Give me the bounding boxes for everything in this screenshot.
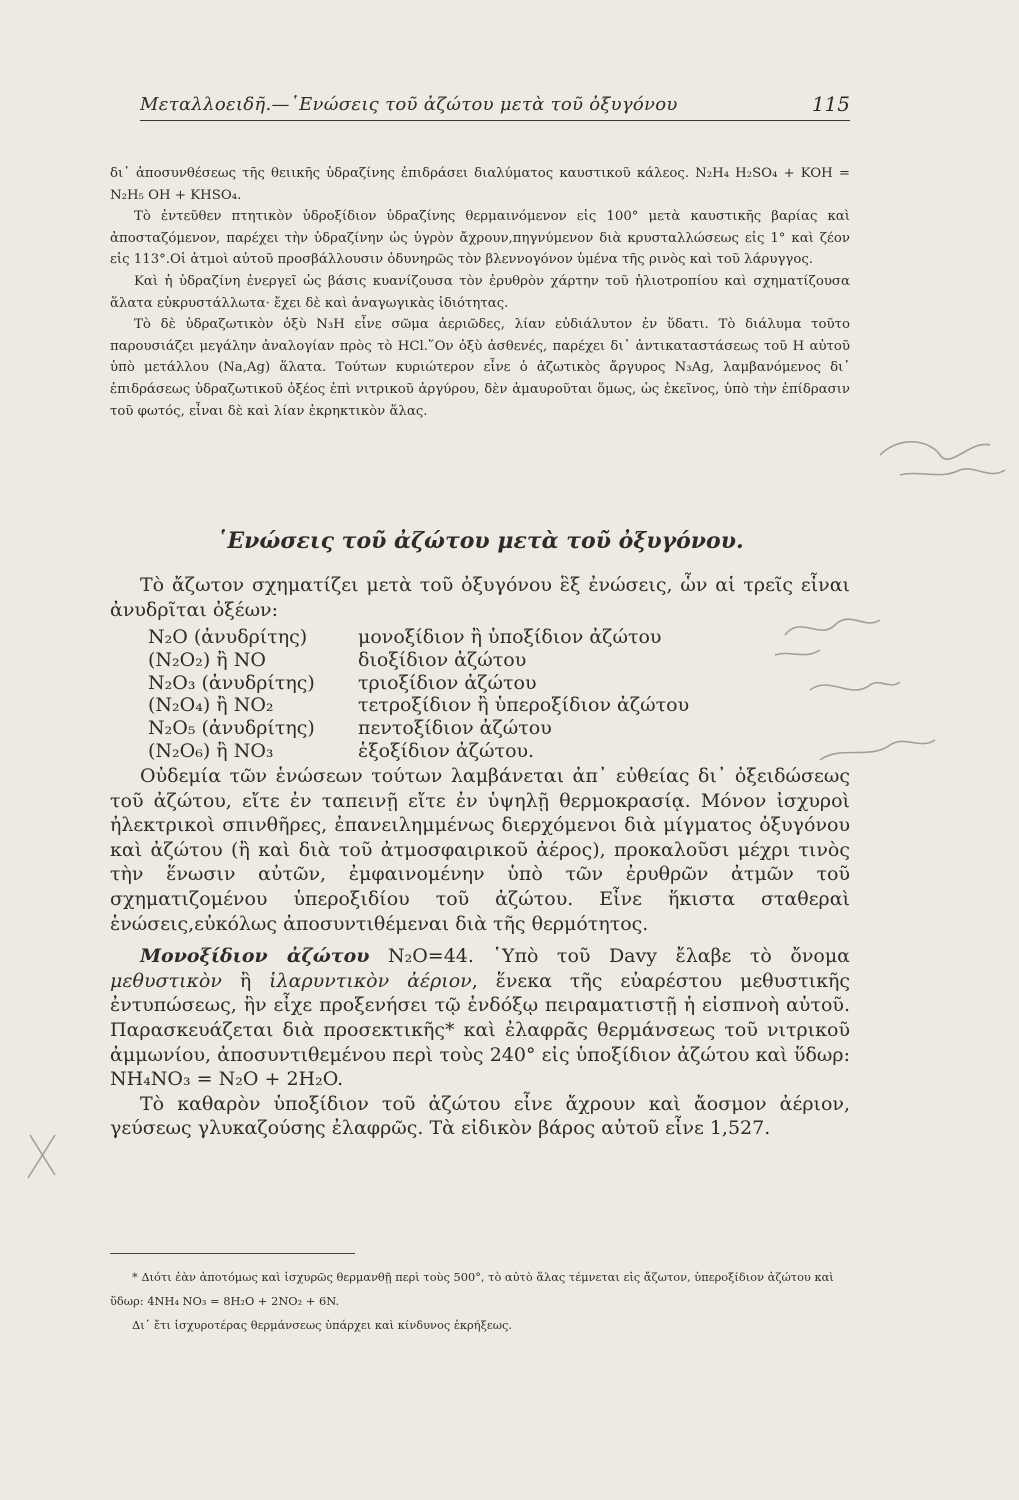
margin-scribble bbox=[880, 442, 990, 459]
text-run: ἢ bbox=[221, 969, 270, 992]
paragraph: Καὶ ἡ ὑδραζίνη ἐνεργεῖ ὡς βάσις κυανίζουσα τὸν ἐρυθρὸν χάρτην τοῦ ἡλιοτροπίου καὶ σχηματίζουσα ἅλατα εὐκρυστάλλωτα· ἔχει δὲ καὶ ἀναγωγικὰς ἰδιότητας. bbox=[110, 273, 850, 311]
page-number: 115 bbox=[811, 92, 850, 116]
paragraph: Τὸ καθαρὸν ὑποξίδιον τοῦ ἀζώτου εἶνε ἄχρουν καὶ ἄοσμον ἀέριον, γεύσεως γλυκαζούσης ἐλαφρῶς. Τὰ εἰδικὸν βάρος αὐτοῦ εἶνε 1,527. bbox=[110, 1092, 850, 1140]
footnote: * Διότι ἐὰν ἀποτόμως καὶ ἰσχυρῶς θερμανθῇ περὶ τοὺς 500°, τὸ αὐτὸ ἅλας τέμνεται εἰς ἄζωτον, ὑπεροξίδιον ἀζώτου καὶ ὕδωρ: 4NH₄ NO₃ = 8H₂O + 2NO₂ + 6N. bbox=[110, 1270, 834, 1308]
paragraph: Τὸ δὲ ὑδραζωτικὸν ὀξὺ N₃H εἶνε σῶμα ἀεριῶδες, λίαν εὐδιάλυτον ἐν ὕδατι. Τὸ διάλυμα τοῦτο παρουσιάζει μεγάλην ἀναλογίαν πρὸς τὸ HCl.῞Ον ὀξὺ ἀσθενές, παρέχει δι᾽ ἀντικαταστάσεως τοῦ H αὐτοῦ ὑπὸ μετάλλου (Na,Ag) ἅλατα. Τούτων κυριώτερον εἶνε ὁ ἀζωτικὸς ἄργυρος N₃Ag, λαμβανόμενος δι᾽ ἐπιδράσεως ὑδραζωτικοῦ ὀξέος ἐπὶ νιτρικοῦ ἀργύρου, δὲν ἀμαυροῦται ὅμως, ὡς ἐκεῖνος, ὑπὸ τὴν ἐπίδρασιν τοῦ φωτός, εἶναι δὲ καὶ λίαν ἐκρηκτικὸν ἅλας. bbox=[110, 317, 850, 419]
oxide-formula: N₂O₃ (ἀνυδρίτης) bbox=[148, 671, 315, 694]
subsection-title: Μονοξίδιον ἀζώτου bbox=[140, 945, 370, 968]
oxide-name: τετροξίδιον ἢ ὑπεροξίδιον ἀζώτου bbox=[358, 694, 690, 717]
paragraph: Τὸ ἐντεῦθεν πτητικὸν ὑδροξίδιον ὑδραζίνης θερμαινόμενον εἰς 100° μετὰ καυστικῆς βαρίας καὶ ἀποσταζόμενον, παρέχει τὴν ὑδραζίνην ὡς ὑγρὸν ἄχρουν,πηγνύμενον διὰ κρυσταλλώσεως εἰς 1° καὶ ζέον εἰς 113°.Οἱ ἀτμοὶ αὐτοῦ προσβάλλουσιν ὀδυνηρῶς τὸν βλεννογόνον ὑμένα τῆς ρινὸς καὶ τοῦ λάρυγγος. bbox=[110, 209, 850, 268]
margin-scribble bbox=[810, 682, 900, 690]
oxide-formula: N₂O (ἀνυδρίτης) bbox=[148, 626, 308, 648]
footnote: Δι᾽ ἔτι ἰσχυροτέρας θερμάνσεως ὑπάρχει καὶ κίνδυνος ἐκρήξεως. bbox=[132, 1318, 513, 1332]
italic-term: ἱλαρυντικὸν ἀέριον bbox=[269, 969, 472, 992]
running-title: Μεταλλοειδῆ.—῾Ενώσεις τοῦ ἀζώτου μετὰ τοῦ ὀξυγόνου bbox=[140, 94, 678, 115]
oxide-name: διοξίδιον ἀζώτου bbox=[358, 648, 527, 671]
margin-scribble bbox=[820, 740, 935, 760]
section-heading: ῾Ενώσεις τοῦ ἀζώτου μετὰ τοῦ ὀξυγόνου. bbox=[216, 528, 744, 554]
oxide-name: τριοξίδιον ἀζώτου bbox=[358, 671, 537, 694]
margin-scribble bbox=[785, 619, 880, 635]
oxide-formula: (N₂O₆) ἢ NO₃ bbox=[148, 739, 274, 762]
oxide-formula: N₂O₅ (ἀνυδρίτης) bbox=[148, 717, 315, 740]
oxide-formula: (N₂O₄) ἢ NO₂ bbox=[148, 694, 274, 717]
text-run: , ἕνεκα τῆς εὐαρέστου μεθυστικῆς ἐντυπώσεως, ἣν εἶχε προξενήσει τῷ ἐνδόξῳ πειραματιστῇ ἡ εἰσπνοὴ αὐτοῦ. Παρασκευάζεται διὰ προσεκτικῆς* καὶ ἐλαφρᾶς θερμάνσεως τοῦ νιτρικοῦ ἀμμωνίου, ἀποσυντιθεμένου περὶ τοὺς 240° εἰς ὑποξίδιον ἀζώτου καὶ ὕδωρ: NH₄NO₃ = N₂O + 2H₂O. bbox=[110, 969, 850, 1091]
paragraph: δι᾽ ἀποσυνθέσεως τῆς θειικῆς ὑδραζίνης ἐπιδράσει διαλύματος καυστικοῦ κάλεος. N₂H₄ H₂SO₄ + KOH = N₂H₅ OH + KHSO₄. bbox=[110, 166, 850, 203]
oxide-name: ἑξοξίδιον ἀζώτου. bbox=[358, 739, 535, 762]
margin-cross-mark bbox=[28, 1135, 55, 1178]
italic-term: μεθυστικὸν bbox=[110, 969, 222, 992]
margin-scribble bbox=[775, 650, 820, 655]
oxide-formula: (N₂O₂) ἢ NO bbox=[148, 648, 266, 671]
paragraph: Τὸ ἄζωτον σχηματίζει μετὰ τοῦ ὀξυγόνου ἓξ ἐνώσεις, ὧν αἱ τρεῖς εἶναι ἀνυδρῖται ὀξέων: bbox=[110, 574, 850, 621]
paragraph: Οὐδεμία τῶν ἑνώσεων τούτων λαμβάνεται ἀπ᾽ εὐθείας δι᾽ ὀξειδώσεως τοῦ ἀζώτου, εἴτε ἐν ταπεινῇ εἴτε ἐν ὑψηλῇ θερμοκρασίᾳ. Μόνον ἰσχυροὶ ἠλεκτρικοὶ σπινθῆρες, ἐπανειλημμένως διερχόμενοι διὰ μίγματος ὀξυγόνου καὶ ἀζώτου (ἢ καὶ διὰ τοῦ ἀτμοσφαιρικοῦ ἀέρος), προκαλοῦσι μέχρι τινὸς τὴν ἕνωσιν αὐτῶν, ἐμφαινομένην ὑπὸ τῶν ἐρυθρῶν ἀτμῶν τοῦ σχηματιζομένου ὑπεροξιδίου τοῦ ἀζώτου. Εἶνε ἥκιστα σταθεραὶ ἑνώσεις,εὐκόλως ἀποσυντιθέμεναι διὰ τῆς θερμότητος. bbox=[110, 765, 850, 935]
text-run: N₂O=44. ῾Υπὸ τοῦ Davy ἔλαβε τὸ ὄνομα bbox=[369, 945, 850, 968]
oxide-name: πεντοξίδιον ἀζώτου bbox=[358, 717, 552, 740]
oxide-name: μονοξίδιον ἢ ὑποξίδιον ἀζώτου bbox=[358, 626, 662, 648]
margin-scribble bbox=[900, 469, 1005, 475]
